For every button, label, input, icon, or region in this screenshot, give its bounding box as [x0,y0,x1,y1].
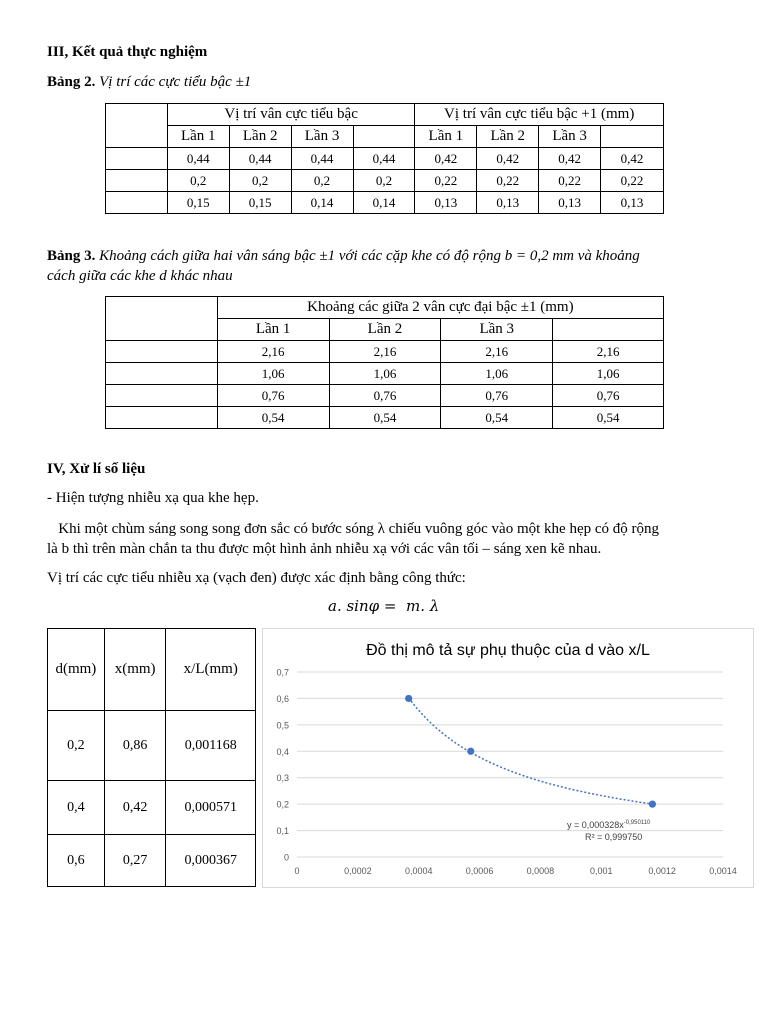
table-cell: 0,42 [104,781,166,835]
chart-title: Đồ thị mô tả sự phụ thuộc của d vào x/L [366,642,650,659]
table-cell: 0,86 [104,711,166,781]
table-cell: 1,06 [553,363,664,385]
table-3-row-label [106,385,218,407]
table-3-subheader [553,319,664,341]
table-3-row-label [106,407,218,429]
table-row [48,711,256,781]
data-point [467,748,474,755]
x-tick-label: 0,0006 [465,866,494,876]
table-4-header: d(mm) [48,629,105,711]
table-3-label: Bảng 3. [47,248,96,264]
table-cell: 1,06 [217,363,329,385]
table-cell: 0,42 [415,148,477,170]
table-3-corner-cell [106,297,218,341]
table-2-caption-text: Vị trí các cực tiểu bậc ±1 [95,74,252,90]
table-cell: 0,22 [601,170,664,192]
table-cell: 0,54 [217,407,329,429]
table-cell: 0,54 [553,407,664,429]
table-3-subheader: Lần 3 [441,319,553,341]
table-cell: 1,06 [329,363,441,385]
y-tick-label: 0,2 [276,799,289,810]
table-cell: 0,13 [477,192,539,214]
trendline-equation-text: y = 0,000328x [567,820,624,830]
y-tick-label: 0 [283,852,289,863]
table-cell: 0,2 [353,170,415,192]
table-cell: 2,16 [329,341,441,363]
gridlines [297,672,723,857]
table-2-subheader: Lần 3 [291,126,353,148]
table-3-subheader: Lần 2 [329,319,441,341]
table-cell: 0,14 [353,192,415,214]
table-2-subheader: Lần 1 [415,126,477,148]
table-cell: 2,16 [217,341,329,363]
paragraph-line-1: Khi một chùm sáng song song đơn sắc có bước sóng λ chiếu vuông góc vào một khe hẹp có độ rộng [47,521,660,537]
table-row [48,835,256,887]
y-tick-label: 0,5 [276,720,289,731]
table-cell: 0,42 [477,148,539,170]
table-cell: 0,76 [329,385,441,407]
x-tick-label: 0,0012 [648,866,676,876]
table-2-row-label [106,192,168,214]
data-point [649,801,656,808]
table-3-caption [47,246,640,266]
table-cell: 0,000367 [166,835,256,887]
table-cell: 0,001168 [166,711,256,781]
table-cell: 0,15 [229,192,291,214]
table-4-header: x(mm) [104,629,166,711]
y-tick-label: 0,4 [276,746,289,757]
table-cell: 0,2 [167,170,229,192]
table-cell: 0,44 [229,148,291,170]
y-tick-label: 0,3 [276,773,289,784]
table-cell: 1,06 [441,363,553,385]
table-2-corner-cell [106,104,168,148]
table-2 [105,103,664,214]
table-2-subheader: Lần 1 [167,126,229,148]
table-cell: 0,22 [539,170,601,192]
table-cell: 0,42 [539,148,601,170]
table-3-caption-line2: cách giữa các khe d khác nhau [47,268,233,284]
chart [262,628,754,888]
y-tick-label: 0,6 [276,693,289,704]
table-row [106,170,664,192]
table-cell: 0,14 [291,192,353,214]
table-cell: 0,44 [167,148,229,170]
table-3 [105,296,664,429]
table-cell: 0,22 [477,170,539,192]
table-cell: 0,22 [415,170,477,192]
table-row [106,363,664,385]
table-cell: 0,4 [48,781,105,835]
table-2-caption [47,72,251,92]
table-cell: 2,16 [553,341,664,363]
paragraph-line-2: là b thì trên màn chắn ta thu được một hình ảnh nhiễu xạ với các vân tối – sáng xen kẽ nhau. [47,541,602,557]
table-row [106,341,664,363]
table-2-group-minus: Vị trí vân cực tiểu bậc [167,104,415,126]
table-2-label: Bảng 2. [47,74,96,90]
section-4-heading: IV, Xử lí số liệu [47,461,146,477]
table-2-row-label [106,170,168,192]
table-row [106,407,664,429]
table-row [106,385,664,407]
data-point [405,695,412,702]
table-row [106,148,664,170]
y-tick-label: 0,7 [276,667,289,678]
table-3-group-header: Khoảng các giữa 2 vân cực đại bậc ±1 (mm) [217,297,663,319]
table-cell: 0,13 [539,192,601,214]
table-cell: 0,76 [217,385,329,407]
table-cell: 0,54 [329,407,441,429]
table-2-subheader: Lần 2 [477,126,539,148]
table-row [106,192,664,214]
paragraph-line-3: Vị trí các cực tiểu nhiễu xạ (vạch đen) được xác định bằng công thức: [47,570,466,586]
table-4-header: x/L(mm) [166,629,256,711]
formula: a. sinφ = m. λ [328,597,440,615]
table-cell: 0,2 [48,711,105,781]
table-3-row-label [106,363,218,385]
x-tick-label: 0,0002 [344,866,372,876]
table-cell: 0,000571 [166,781,256,835]
x-tick-label: 0,0004 [404,866,433,876]
table-row [48,781,256,835]
trendline-equation [567,820,651,830]
table-cell: 0,27 [104,835,166,887]
table-cell: 0,6 [48,835,105,887]
table-2-row-label [106,148,168,170]
table-cell: 0,2 [291,170,353,192]
table-cell: 2,16 [441,341,553,363]
table-cell: 0,54 [441,407,553,429]
table-2-group-plus: Vị trí vân cực tiểu bậc +1 (mm) [415,104,664,126]
table-cell: 0,44 [291,148,353,170]
bullet-text: - Hiện tượng nhiễu xạ qua khe hẹp. [47,490,259,506]
table-cell: 0,44 [353,148,415,170]
table-4 [47,628,256,887]
table-3-row-label [106,341,218,363]
y-tick-label: 0,1 [276,826,289,837]
table-cell: 0,76 [553,385,664,407]
trendline-exponent: -0,950110 [623,820,651,826]
x-tick-label: 0,001 [590,866,613,876]
table-cell: 0,15 [167,192,229,214]
trendline-r2: R² = 0,999750 [585,832,643,842]
x-tick-label: 0,0008 [526,866,555,876]
table-cell: 0,76 [441,385,553,407]
table-cell: 0,2 [229,170,291,192]
table-cell: 0,42 [601,148,664,170]
table-2-subheader [353,126,415,148]
chart-svg [263,629,753,887]
table-cell: 0,13 [415,192,477,214]
x-tick-label: 0,0014 [709,866,737,876]
table-3-subheader: Lần 1 [217,319,329,341]
x-tick-label: 0 [294,866,300,876]
table-3-caption-line1: Khoảng cách giữa hai vân sáng bậc ±1 với các cặp khe có độ rộng b = 0,2 mm và khoảng [95,248,640,264]
table-2-subheader: Lần 2 [229,126,291,148]
table-2-subheader: Lần 3 [539,126,601,148]
table-cell: 0,13 [601,192,664,214]
section-3-heading: III, Kết quả thực nghiệm [47,44,208,60]
table-2-subheader [601,126,664,148]
